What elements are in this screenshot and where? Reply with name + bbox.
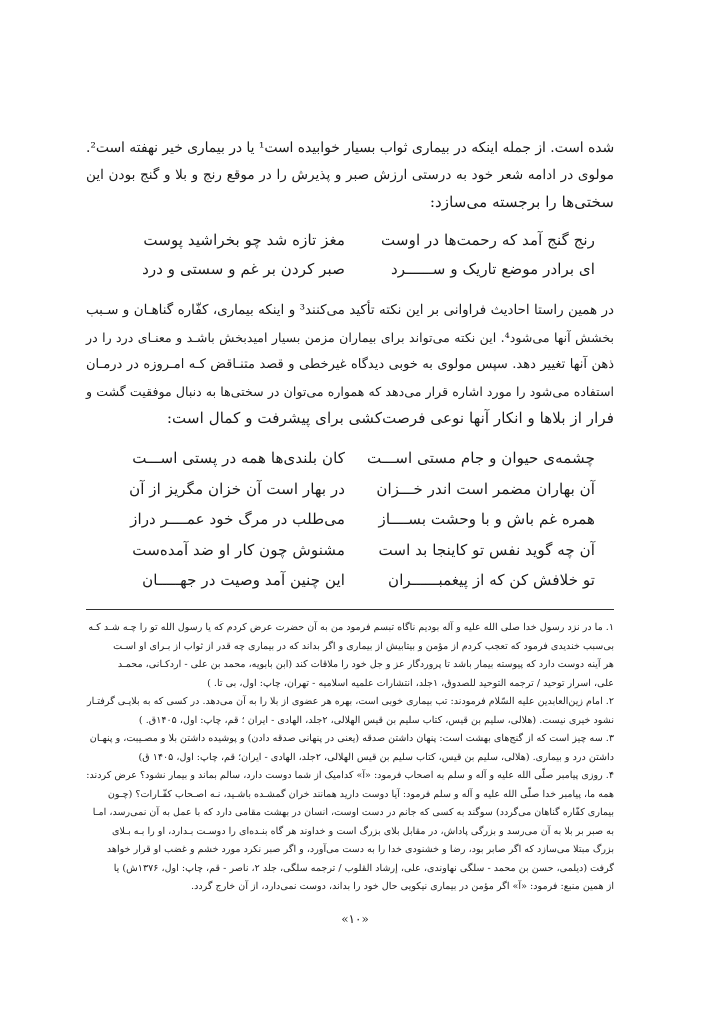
footnote-line: به صبر بر بلا به آن می‌رسد و بزرگی پاداش، در مقابل بلای بزرگ است و خداوند هر گاه بنـده‌ای را دوسـت بـدارد، او را بـه بـلای — [112, 825, 614, 837]
verse-first-hemistich: ای برادر موضع تاریک و ســــــرد — [390, 260, 595, 278]
footnote-line: ۱. ما در نزد رسول خدا صلی الله علیه و آله بودیم ناگاه تبسم فرمود من به آن حضرت عرض کردم که یا رسول الله تو را چـه شـد کـه — [88, 622, 614, 633]
verse-second-hemistich: می‌طلب در مرگ خود عمــــر دراز — [130, 510, 345, 528]
paragraph-line: در همین راستا احادیث فراوانی بر این نکته تأکید می‌کنند³ و اینکه بیماری، کفّاره گناهـان و سـبب — [86, 303, 614, 318]
footnote-divider — [86, 609, 614, 610]
footnotes — [86, 619, 614, 897]
poem-verse — [129, 479, 595, 511]
footnote-line: بی‌سبب خندیدی فرمود که تعجب کردم از مؤمن و بیتابیش از بیماری و اگر بداند که در بیماری چه قدر از ثواب از بـرای او اسـت — [113, 640, 614, 652]
footnote-line: داشتن درد و بیماری. (هلالی، سلیم بن قیس، کتاب سلیم بن قیس الهلالی، ۲جلد، الهادی - ایران؛ قم، چاپ: اول، ۱۴۰۵ ق) — [138, 751, 614, 763]
footnote-line: ۴. روزی پیامبر صلّی الله علیه و آله و سلم به اصحاب فرمود: «آ» کدامیک از شما دوست دارد، سالم بماند و بیمار نشود؟ عرض کردند: — [86, 770, 614, 781]
poem-verse — [132, 449, 595, 480]
verse-first-hemistich: تو خلافش کن که از پیغمبــــــران — [388, 571, 595, 589]
verse-first-hemistich: آن بهاران مضمر است اندر خـــزان — [376, 479, 595, 498]
footnote-line: هر آینه دوست دارد که پیوسته بیمار باشد تا پروردگار عز و جل خود را ملاقات کند (ابن بابویه، محمد بن علی - اردکـانی، محمـد — [117, 659, 614, 670]
footnote-line: گرفت (دیلمی، حسن بن محمد - سلگی نهاوندی، علی، إرشاد القلوب / ترجمه سلگی، جلد ۲، ناصر - قم، چاپ: اول، ۱۳۷۶ش) یا — [113, 862, 614, 874]
paragraph-line: ذهن آنها تغییر دهد. سپس مولوی به خوبی دیدگاه غیرخطی و قصد متنـاقض کـه امـروزه در درمـان — [86, 357, 614, 372]
paragraph-line: بخشش آنها می‌شود⁴. این نکته می‌تواند برای بیماران مزمن بسیار امیدبخش باشـد و معنـای درد را در — [86, 330, 614, 345]
verse-second-hemistich: این چنین آمد وصیت در جهـــــان — [142, 571, 345, 589]
poem-verse — [140, 260, 595, 289]
verse-first-hemistich: آن چه گوید نفس تو کاینجا بد است — [378, 540, 595, 559]
verse-first-hemistich: چشمه‌ی حیوان و جام مستی اســـت — [367, 449, 595, 467]
page-number: «۱۰» — [341, 912, 369, 926]
footnote-line: ۳. سه چیز است که از گنج‌های بهشت است: پنهان داشتن صدقه (یعنی در پنهانی صدقه دادن) و پوشیده داشتن بلا و مصـیبت، و پنهـان — [89, 733, 614, 744]
footnote-line: علی، اسرار توحید / ترجمه التوحید للصدوق، ۱جلد، انتشارات علمیه اسلامیه - تهران، چاپ: اول، بی تا. ) — [207, 677, 614, 689]
footnote-line: نشود خیری نیست. (هلالی، سلیم بن قیس، کتاب سلیم بن قیس الهلالی، ۲جلد، الهادی - ایران ؛ قم، چاپ: اول، ۱۴۰۵ق. ) — [138, 714, 614, 726]
footnote-line: بزرگ مبتلا می‌سازد که اگر صابر بود، رضا و خشنودی خدا را به دست می‌آورد، و اگر صبر نکرد مورد خشم و غضب او قرار خواهد — [106, 844, 614, 855]
verse-second-hemistich: مغز تازه شد چو بخراشید پوست — [143, 231, 345, 249]
verse-second-hemistich: صبر کردن بر غم و سستی و درد — [142, 260, 345, 278]
verse-first-hemistich: رنج گنج آمد که رحمت‌ها در اوست — [381, 231, 595, 249]
paragraph-line: سختی‌ها را برجسته می‌سازد: — [429, 193, 614, 211]
verse-second-hemistich: مشنوش چون کار او ضد آمده‌ست — [132, 540, 345, 559]
verse-first-hemistich: همره غم باش و با وحشت بســــاز — [378, 510, 595, 528]
poem-verse — [130, 510, 595, 541]
footnote-line: همه ما، پیامبر خدا صلّی الله علیه و آله و سلم فرمود: آیا دوست دارید همانند خران گمشـده باشـید، نـه اصـحاب کفّـارات؟ (چـون — [107, 788, 614, 800]
paragraph-line: استفاده می‌شود را مورد اشاره قرار می‌دهد که همواره می‌توان در سختی‌ها به دنبال موفقیت گشت و — [86, 384, 614, 399]
verse-second-hemistich: در بهار است آن خزان مگریز از آن — [129, 479, 345, 498]
paragraph-2 — [86, 297, 614, 432]
paragraph-line: شده است. از جمله اینکه در بیماری ثواب بسیار خوابیده است¹ یا در بیماری خیر نهفته است². — [86, 140, 615, 156]
poem-verse — [132, 540, 595, 572]
poem-block-1 — [140, 231, 595, 289]
footnote-line: از همین منبع: فرمود: «آ» اگر مؤمن در بیماری نیکویی حال خود را بداند، دوست نمی‌دارد، از آن خارج گردد. — [191, 881, 614, 892]
paragraph-1 — [86, 135, 614, 216]
footnote-line: بیماری کفّاره گناهان می‌گردد) سوگند به کسی که جانم در دست اوست، انسان در بهشت مقامی دارد که با عمل به آن نمی‌رسد، امـا — [92, 807, 614, 818]
verse-second-hemistich: کان بلندی‌ها همه در پستی اســـت — [132, 449, 345, 467]
footnote-line: ۲. امام زین‌العابدین علیه السّلام فرمودند: تب بیماری خوبی است، بهره هر عضوی از بلا را به آن می‌دهد. در کسی که به بلایـی گرفتـار — [87, 696, 614, 707]
paragraph-line: مولوی در ادامه شعر خود به درستی ارزش صبر و پذیرش را در موقع رنج و بلا و گنج بودن این — [86, 167, 614, 183]
poem-block-2 — [129, 449, 595, 602]
poem-verse — [140, 571, 595, 602]
poem-verse — [140, 231, 595, 260]
paragraph-line: فرار از بلاها و انکار آنها نوعی فرصت‌کشی برای پیشرفت و کمال است: — [166, 409, 614, 427]
